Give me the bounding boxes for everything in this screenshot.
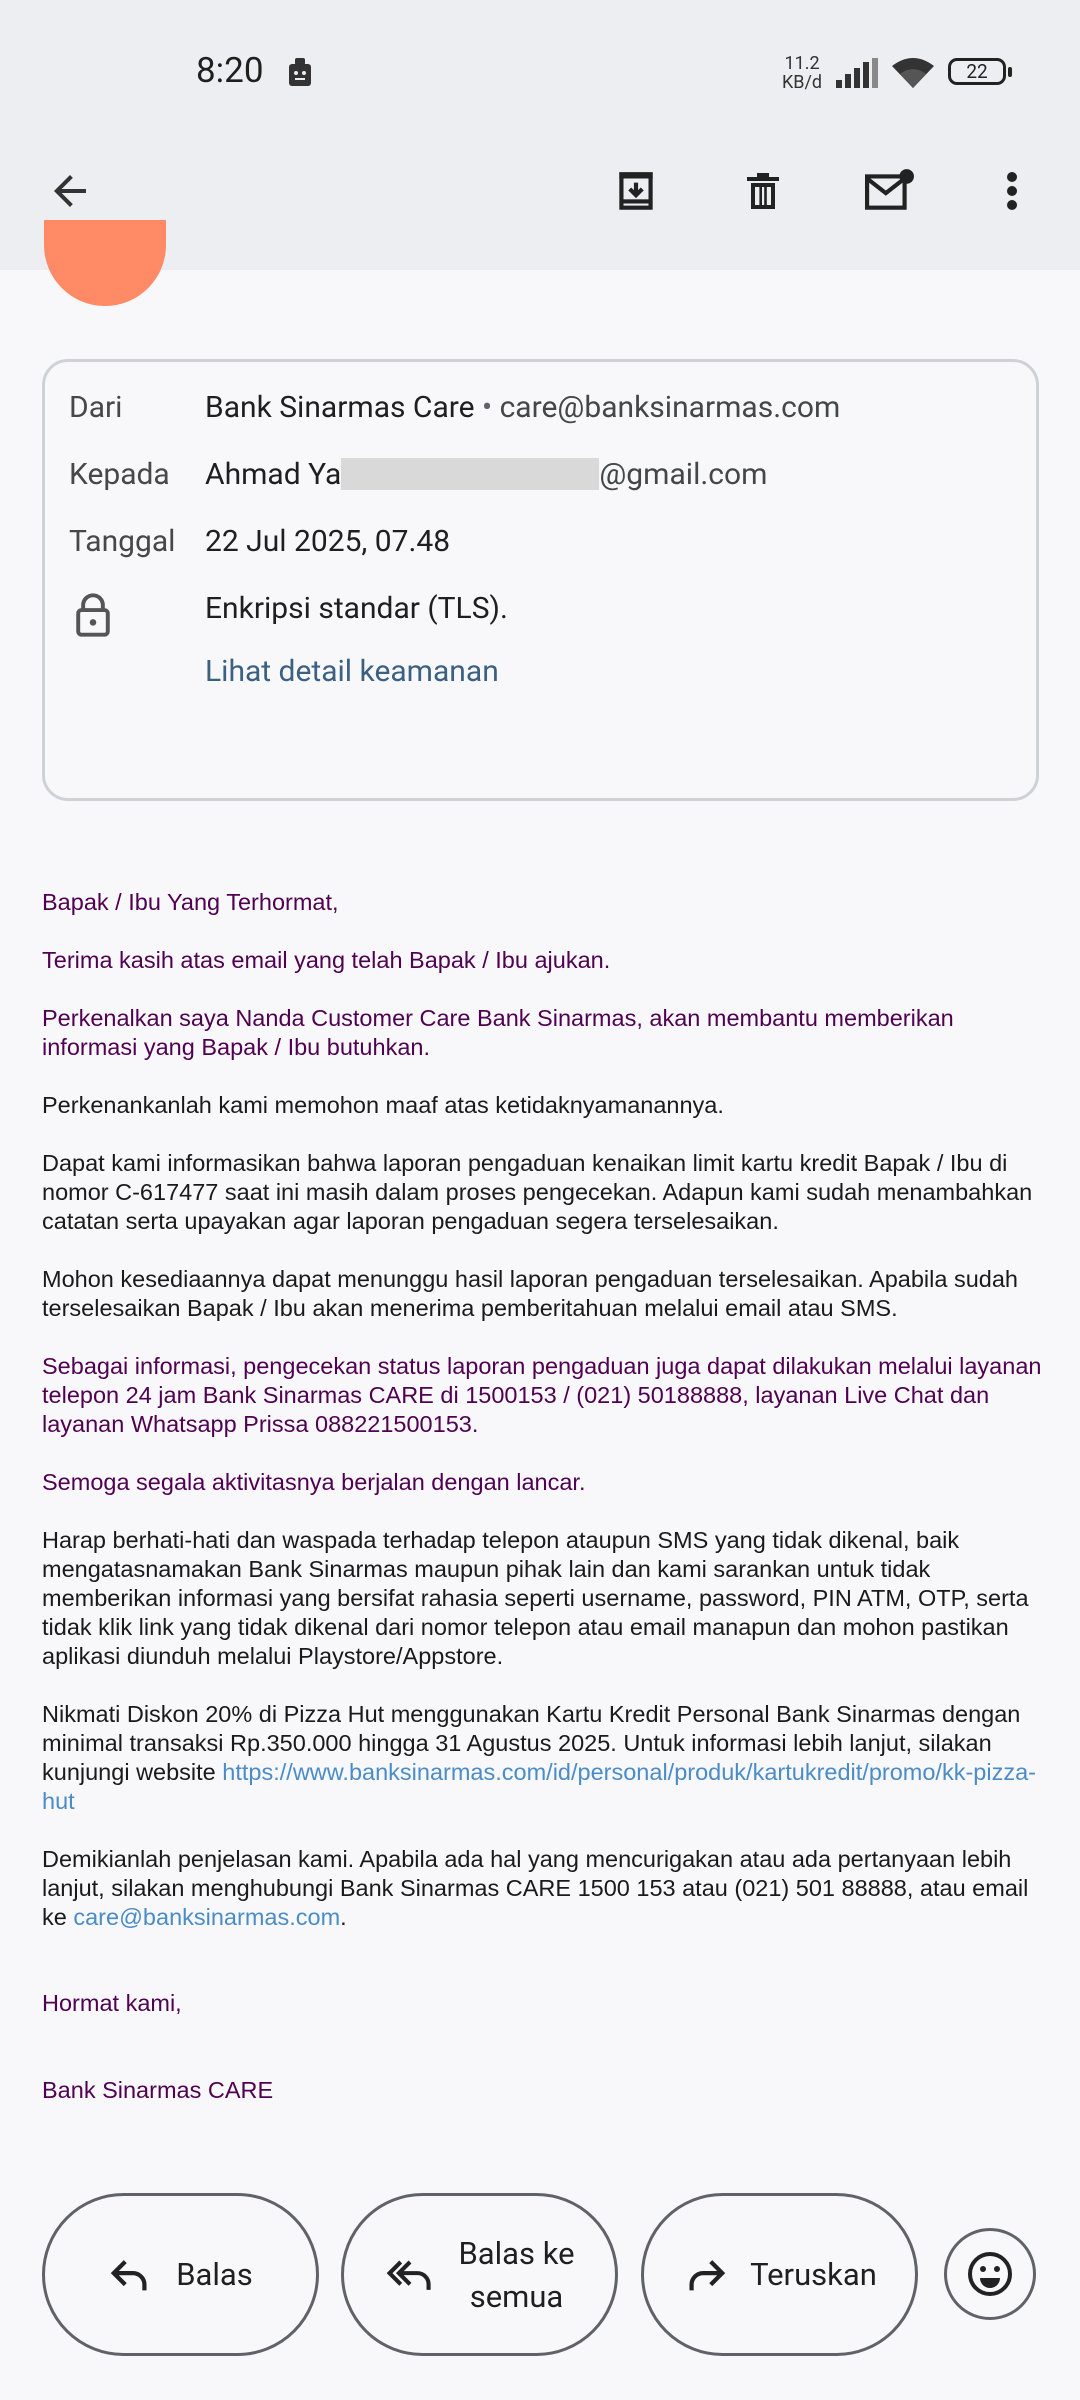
to-value[interactable] bbox=[205, 457, 767, 492]
forward-icon bbox=[682, 2255, 728, 2295]
body-paragraph-closing-info bbox=[42, 1845, 1042, 1932]
care-email-link[interactable]: care@banksinarmas.com bbox=[73, 1904, 341, 1930]
body-paragraph-thanks: Terima kasih atas email yang telah Bapak / Ibu ajukan. bbox=[42, 947, 611, 973]
status-time: 8:20 bbox=[196, 50, 264, 91]
more-vert-icon bbox=[997, 167, 1027, 215]
reply-label: Balas bbox=[176, 2256, 253, 2293]
back-button[interactable] bbox=[40, 161, 100, 221]
archive-button[interactable] bbox=[606, 161, 666, 221]
body-paragraph-wishes: Semoga segala aktivitasnya berjalan dengan lancar. bbox=[42, 1469, 586, 1495]
from-email[interactable]: care@banksinarmas.com bbox=[499, 390, 841, 425]
body-regards: Hormat kami, bbox=[42, 1990, 182, 2016]
date-label: Tanggal bbox=[69, 524, 176, 559]
body-paragraph-promo bbox=[42, 1700, 1042, 1816]
body-paragraph-apology: Perkenankanlah kami memohon maaf atas ketidaknyamanannya. bbox=[42, 1092, 724, 1118]
battery-indicator: 22 bbox=[948, 58, 1006, 85]
encryption-text: Enkripsi standar (TLS). bbox=[205, 591, 508, 626]
body-paragraph-status: Dapat kami informasikan bahwa laporan pengaduan kenaikan limit kartu kredit Bapak / Ibu di nomor C-617477 saat ini masih dalam proses pengecekan. Adapun kami sudah menambahkan catatan serta upayakan agar laporan pengaduan segera terselesaikan. bbox=[42, 1150, 1033, 1234]
notification-app-icon bbox=[286, 56, 314, 92]
lock-icon bbox=[73, 592, 113, 642]
date-value: 22 Jul 2025, 07.48 bbox=[205, 524, 451, 559]
signal-icon bbox=[836, 58, 880, 92]
closing-info-end: . bbox=[340, 1904, 347, 1930]
body-signature: Bank Sinarmas CARE bbox=[42, 2077, 274, 2103]
reply-button[interactable] bbox=[42, 2193, 319, 2356]
status-bar bbox=[0, 0, 1080, 145]
arrow-back-icon bbox=[46, 167, 94, 215]
mail-unread-icon bbox=[862, 166, 918, 216]
mark-unread-button[interactable] bbox=[860, 161, 920, 221]
reply-all-label bbox=[458, 2232, 574, 2318]
body-greeting: Bapak / Ibu Yang Terhormat, bbox=[42, 889, 339, 915]
from-value bbox=[205, 390, 840, 425]
reply-all-label-line1: Balas ke bbox=[458, 2234, 575, 2272]
message-details-card bbox=[42, 359, 1039, 801]
reply-all-icon bbox=[384, 2255, 436, 2295]
closing-info-text: Demikianlah penjelasan kami. Apabila ada hal yang mencurigakan atau ada pertanyaan lebih lanjut, silakan menghubungi Bank Sinarmas CARE 1500 153 atau (021) 501 88888, atau email ke bbox=[42, 1846, 1029, 1930]
sender-avatar[interactable] bbox=[44, 220, 166, 306]
from-name: Bank Sinarmas Care bbox=[205, 390, 475, 425]
redacted-email-block bbox=[341, 458, 599, 490]
archive-icon bbox=[611, 166, 661, 216]
body-paragraph-warning: Harap berhati-hati dan waspada terhadap telepon ataupun SMS yang tidak dikenal, baik mengatasnamakan Bank Sinarmas maupun pihak lain dan kami sarankan untuk tidak memberikan informasi yang bersifat rahasia seperti username, password, PIN ATM, OTP, serta tidak klik link yang tidak dikenal dari nomor telepon atau email manapun dan mohon pastikan aplikasi diunduh melalui Playstore/Appstore. bbox=[42, 1527, 1029, 1669]
from-separator: • bbox=[474, 390, 500, 425]
delete-button[interactable] bbox=[733, 161, 793, 221]
trash-icon bbox=[739, 166, 787, 216]
forward-button[interactable] bbox=[641, 2193, 918, 2356]
promo-text: Nikmati Diskon 20% di Pizza Hut menggunakan Kartu Kredit Personal Bank Sinarmas dengan minimal transaksi Rp.350.000 hingga 31 Agustus 2025. Untuk informasi lebih lanjut, silakan kunjungi website bbox=[42, 1701, 1021, 1785]
promo-link[interactable]: https://www.banksinarmas.com/id/personal/produk/kartukredit/promo/kk-pizza-hut bbox=[42, 1759, 1036, 1814]
reply-icon bbox=[108, 2255, 154, 2295]
from-label: Dari bbox=[69, 390, 123, 425]
body-paragraph-intro: Perkenalkan saya Nanda Customer Care Bank Sinarmas, akan membantu memberikan informasi yang Bapak / Ibu butuhkan. bbox=[42, 1005, 954, 1060]
to-label: Kepada bbox=[69, 457, 170, 492]
security-details-link[interactable]: Lihat detail keamanan bbox=[205, 654, 499, 689]
reply-all-button[interactable] bbox=[341, 2193, 618, 2356]
wifi-icon bbox=[890, 56, 936, 94]
network-speed bbox=[782, 54, 822, 92]
emoji-reaction-icon bbox=[966, 2250, 1014, 2298]
more-options-button[interactable] bbox=[982, 161, 1042, 221]
body-paragraph-info: Sebagai informasi, pengecekan status laporan pengaduan juga dapat dilakukan melalui layanan telepon 24 jam Bank Sinarmas CARE di 1500153 / (021) 50188888, layanan Live Chat dan layanan Whatsapp Prissa 088221500153. bbox=[42, 1353, 1042, 1437]
network-speed-value: 11.2 bbox=[784, 53, 820, 74]
emoji-reaction-button[interactable] bbox=[944, 2228, 1036, 2320]
to-suffix: @gmail.com bbox=[599, 457, 768, 492]
to-prefix: Ahmad Ya bbox=[205, 457, 342, 492]
body-paragraph-waiting: Mohon kesediaannya dapat menunggu hasil laporan pengaduan terselesaikan. Apabila sudah terselesaikan Bapak / Ibu akan menerima pemberitahuan melalui email atau SMS. bbox=[42, 1266, 1018, 1321]
forward-label: Teruskan bbox=[750, 2256, 877, 2293]
reply-all-label-line2: semua bbox=[469, 2277, 564, 2315]
network-speed-unit: KB/d bbox=[782, 72, 823, 93]
